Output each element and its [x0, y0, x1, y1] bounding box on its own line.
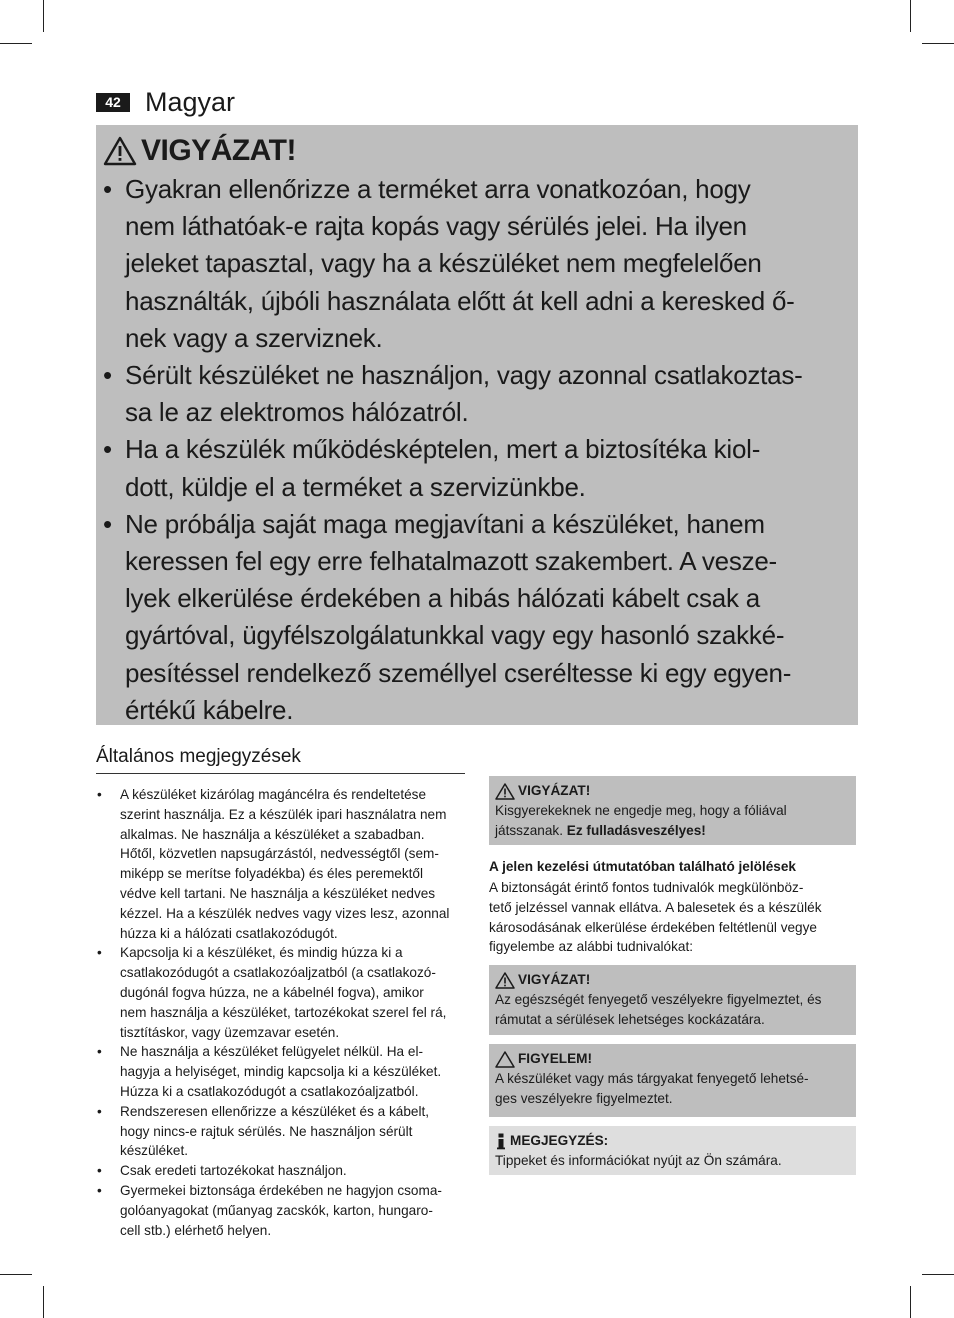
main-warning-item	[103, 171, 848, 357]
legend-attention-line: A készüléket vagy más tárgyakat fenyegető lehetsé-	[495, 1071, 809, 1086]
crop-mark	[922, 43, 954, 44]
symbols-line: tető jelzéssel vannak ellátva. A balesetek és a készülék	[489, 899, 822, 915]
child-warning-emphasis: Ez fulladásveszélyes!	[566, 822, 706, 838]
crop-mark	[43, 0, 44, 32]
bullet-glyph: •	[103, 360, 112, 391]
general-note-line: nem használja a készüléket, tartozékokat szerel fel rá,	[120, 1004, 447, 1020]
bullet-glyph: •	[103, 434, 112, 465]
legend-note-line: Tippeket és információkat nyújt az Ön számára.	[495, 1153, 782, 1168]
general-notes-list	[96, 785, 465, 1240]
bullet-glyph: •	[103, 508, 112, 539]
page-number: 42	[96, 93, 130, 112]
main-warning-line: keressen fel egy erre felhatalmazott szakembert. A vesze-	[125, 546, 777, 577]
crop-mark	[0, 43, 32, 44]
symbols-line: A biztonságát érintő fontos tudnivalók megkülönböz-	[489, 880, 804, 895]
general-note-line: hogy nincs-e rajtuk sérülés. Ne használjon sérült	[120, 1123, 413, 1139]
crop-mark	[43, 1286, 44, 1318]
language-heading: Magyar	[145, 87, 236, 117]
legend-warning-line: Az egészségét fenyegető veszélyekre figyelmeztet, és	[495, 992, 822, 1007]
crop-mark	[0, 1274, 32, 1275]
bullet-glyph: •	[97, 1103, 102, 1119]
main-warning-line: használták, újbóli használata előtt át kell adni a keresked ő-	[125, 285, 795, 316]
main-warning-item	[103, 357, 848, 431]
general-note-line: kézzel. Ha a készülék nedves vagy vizes lesz, azonnal	[120, 905, 450, 921]
info-icon	[495, 1133, 507, 1150]
general-note-line: tisztításkor, vagy üzemzavar esetén.	[120, 1024, 340, 1040]
general-note-line: Húzza ki a csatlakozódugót a csatlakozóaljzatból.	[120, 1083, 419, 1099]
main-warning-line: pesítéssel rendelkező személlyel cseréltesse ki egy egyen-	[125, 657, 792, 688]
crop-mark	[910, 1286, 911, 1318]
legend-note-box	[489, 1126, 856, 1175]
general-note-line: húzza ki a hálózati csatlakozódugót.	[120, 925, 338, 941]
legend-note-title	[495, 1131, 850, 1151]
symbols-heading: A jelen kezelési útmutatóban található jelölések	[489, 859, 796, 874]
bullet-glyph: •	[97, 1044, 102, 1060]
legend-attention-title	[495, 1049, 850, 1069]
legend-warning-box	[489, 965, 856, 1035]
general-note-line: Csak eredeti tartozékokat használjon.	[120, 1163, 347, 1179]
general-note-line: cell stb.) elérhető helyen.	[120, 1222, 272, 1238]
main-warning-line: dott, küldje el a terméket a szervizünkbe.	[125, 471, 586, 502]
general-note-line: golóanyagokat (műanyag zacskók, karton, hungaro-	[120, 1202, 433, 1218]
main-warning-line: Ne próbálja saját maga megjavítani a készüléket, hanem	[125, 508, 765, 539]
attention-triangle-icon	[495, 1051, 515, 1068]
bullet-glyph: •	[103, 174, 112, 204]
legend-note-title-text: MEGJEGYZÉS:	[510, 1133, 609, 1148]
general-note-line: Rendszeresen ellenőrizze a készüléket és a kábelt,	[120, 1103, 430, 1119]
crop-mark	[922, 1274, 954, 1275]
general-note-item	[96, 785, 465, 943]
main-warning-item	[103, 431, 848, 505]
general-note-line: alkalmas. Ne használja a készüléket a szabadban.	[120, 826, 425, 842]
main-warning-box	[96, 125, 858, 725]
child-warning-title	[495, 781, 850, 801]
general-note-line: Hőtől, közvetlen napsugárzástól, nedvességtől (sem-	[120, 846, 439, 862]
warning-triangle-icon	[495, 972, 515, 989]
general-note-line: A készüléket kizárólag magáncélra és rendeltetése	[120, 787, 427, 802]
child-warning-title-text: VIGYÁZAT!	[518, 783, 591, 798]
legend-attention-title-text: FIGYELEM!	[518, 1051, 593, 1066]
main-warning-title	[103, 131, 848, 171]
main-warning-list	[103, 171, 848, 729]
bullet-glyph: •	[97, 1163, 102, 1179]
main-warning-line: Gyakran ellenőrizze a terméket arra vonatkozóan, hogy	[125, 174, 751, 204]
symbols-line: károsodásának elkerülése érdekében feltétlenül vegye	[489, 919, 817, 935]
general-note-line: védve kell tartani. Ne használja a készüléket nedves	[120, 885, 436, 901]
symbols-line: figyelembe az alábbi tudnivalókat:	[489, 939, 694, 955]
main-warning-line: lyek elkerülése érdekében a hibás hálózati kábelt csak a	[125, 583, 760, 614]
main-warning-line: nek vagy a szerviznek.	[125, 322, 383, 353]
general-note-line: Ne használja a készüléket felügyelet nélkül. Ha el-	[120, 1044, 424, 1060]
child-warning-line-text: játsszanak.	[495, 822, 564, 838]
general-note-item	[96, 943, 465, 1042]
legend-warning-title-text: VIGYÁZAT!	[518, 972, 591, 987]
general-note-line: dugónál fogva húzza, ne a kábelnél fogva), amikor	[120, 984, 424, 1000]
main-warning-line: nem láthatóak-e rajta kopás vagy sérülés jelei. Ha ilyen	[125, 211, 747, 242]
general-note-item	[96, 1161, 465, 1181]
main-warning-line: sa le az elektromos hálózatról.	[125, 397, 469, 428]
legend-warning-title	[495, 970, 850, 990]
general-note-line: hagyja a helyiséget, mindig kapcsolja ki a készüléket.	[120, 1064, 442, 1080]
general-notes-heading: Általános megjegyzések	[96, 745, 465, 774]
general-note-item	[96, 1181, 465, 1240]
general-note-item	[96, 1102, 465, 1161]
general-note-item	[96, 1042, 465, 1101]
main-warning-item	[103, 506, 848, 729]
general-note-line: Kapcsolja ki a készüléket, és mindig húzza ki a	[120, 945, 403, 961]
legend-attention-line: ges veszélyekre figyelmeztet.	[495, 1090, 673, 1106]
general-note-line: Gyermekei biztonsága érdekében ne hagyjon csoma-	[120, 1182, 442, 1198]
main-warning-line: Sérült készüléket ne használjon, vagy azonnal csatlakoztas-	[125, 360, 803, 391]
child-warning-line	[495, 821, 850, 841]
main-warning-line: értékű kábelre.	[125, 694, 294, 725]
bullet-glyph: •	[97, 945, 102, 961]
general-note-line: csatlakozódugót a csatlakozóaljzatból (a csatlakozó-	[120, 965, 436, 981]
child-warning-line: Kisgyerekeknek ne engedje meg, hogy a fóliával	[495, 803, 787, 818]
main-warning-line: Ha a készülék működésképtelen, mert a biztosítéka kiol-	[125, 434, 761, 465]
general-note-line: készüléket.	[120, 1143, 189, 1159]
main-warning-title-text: VIGYÁZAT!	[141, 134, 296, 167]
main-warning-line: jeleket tapasztal, vagy ha a készüléket nem megfelelően	[125, 248, 762, 279]
child-warning-box	[489, 776, 856, 845]
crop-mark	[910, 0, 911, 32]
main-warning-line: gyártóval, ügyfélszolgálatunkkal vagy egy hasonló szakké-	[125, 620, 785, 651]
bullet-glyph: •	[97, 787, 102, 802]
symbols-paragraph	[489, 878, 851, 957]
warning-triangle-icon	[103, 136, 137, 166]
general-note-line: szerint használja. Ez a készülék ipari használatra nem	[120, 806, 447, 822]
general-note-line: miképp se merítse folyadékba) és éles peremektől	[120, 866, 423, 882]
legend-attention-box	[489, 1044, 856, 1117]
warning-triangle-icon	[495, 783, 515, 800]
bullet-glyph: •	[97, 1182, 102, 1198]
legend-warning-line: rámutat a sérülések lehetséges kockázatára.	[495, 1011, 765, 1027]
